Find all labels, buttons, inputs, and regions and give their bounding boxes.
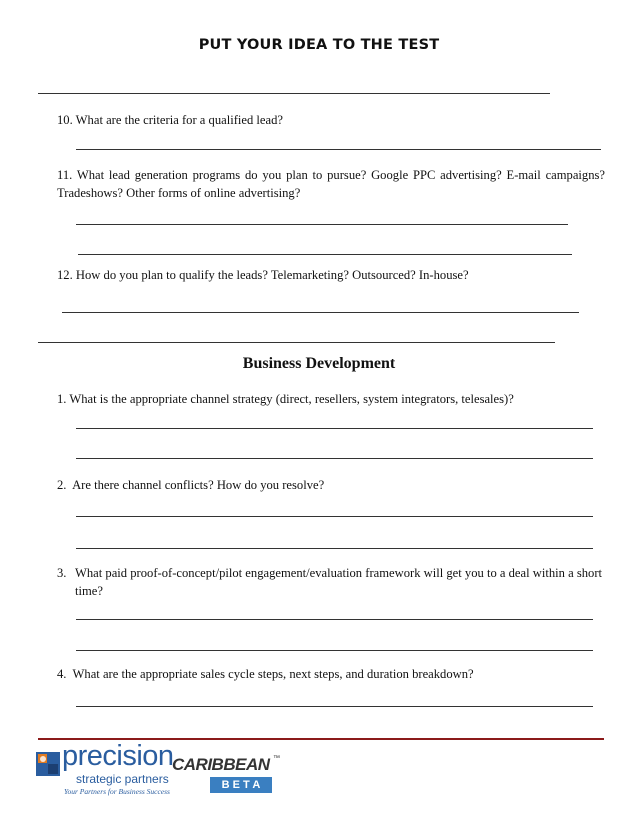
precision-logo-subtext: strategic partners [76, 772, 169, 786]
answer-line [76, 428, 593, 429]
answer-line [76, 650, 593, 651]
answer-line [76, 548, 593, 549]
question-10 [57, 111, 597, 129]
answer-line [78, 254, 572, 255]
question-text: Are there channel conflicts? How do you resolve? [72, 478, 325, 492]
question-12 [57, 266, 597, 284]
question-text: What are the appropriate sales cycle steps, next steps, and duration breakdown? [72, 667, 474, 681]
question-text: What are the criteria for a qualified lead? [75, 113, 283, 127]
trademark-mark: ™ [273, 755, 280, 762]
question-text: How do you plan to qualify the leads? Telemarketing? Outsourced? In-house? [75, 268, 469, 282]
answer-line [76, 619, 593, 620]
bd-question-3 [57, 564, 605, 600]
question-number: 1. [57, 392, 67, 406]
caribbean-logo-text: CARIBBEAN [172, 755, 270, 774]
precision-logo-tagline: Your Partners for Business Success [64, 787, 170, 796]
question-text: What lead generation programs do you plan to pursue? Google PPC advertising? E-mail campaigns? Tradeshows? Other forms of online advertising? [57, 168, 606, 200]
answer-line [38, 342, 555, 343]
question-11 [57, 166, 605, 202]
bd-question-1 [57, 390, 602, 408]
question-number: 3. [57, 566, 67, 580]
section-heading: Business Development [242, 355, 396, 372]
question-number: 10. [57, 113, 73, 127]
precision-logo-text: precision [62, 740, 174, 772]
answer-line [76, 224, 568, 225]
answer-line [76, 516, 593, 517]
question-number: 2. [57, 478, 67, 492]
answer-line [76, 149, 601, 150]
beta-badge: B E T A [210, 777, 272, 793]
bd-question-2 [57, 476, 602, 494]
page-title: PUT YOUR IDEA TO THE TEST [198, 37, 440, 53]
bd-question-4 [57, 665, 602, 683]
answer-line [76, 706, 593, 707]
answer-line [62, 312, 579, 313]
question-number: 11. [57, 168, 73, 182]
question-text: What paid proof-of-concept/pilot engagement/evaluation framework will get you to a deal within a short time? [75, 566, 603, 598]
answer-line [76, 458, 593, 459]
question-number: 4. [57, 667, 67, 681]
caribbean-beta-logo [172, 755, 282, 797]
question-text: What is the appropriate channel strategy (direct, resellers, system integrators, telesales)? [69, 392, 514, 406]
precision-logo-mark-icon [36, 752, 60, 776]
answer-line [38, 93, 550, 94]
question-number: 12. [57, 268, 73, 282]
precision-logo [36, 740, 176, 800]
